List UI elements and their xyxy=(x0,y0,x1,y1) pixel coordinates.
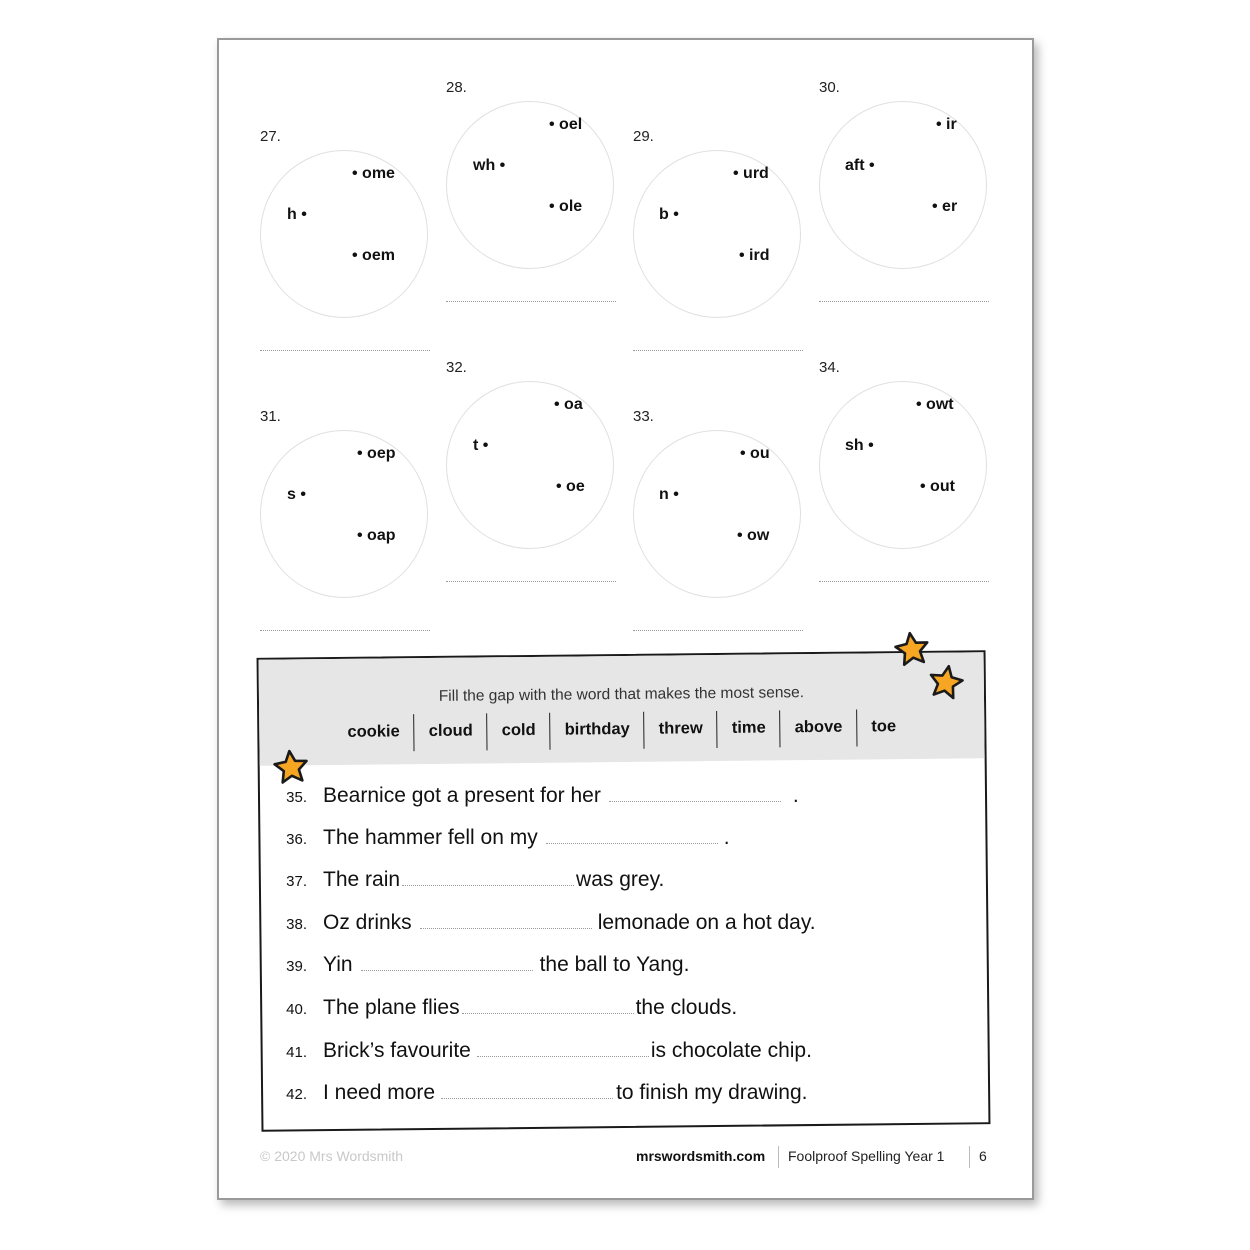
sentence-41 xyxy=(260,1038,812,1063)
word-bank-item: above xyxy=(780,710,857,748)
word-circle xyxy=(819,381,987,549)
website-link[interactable]: mrswordsmith.com xyxy=(636,1148,766,1164)
word-start: h • xyxy=(287,206,307,223)
question-number: 27. xyxy=(260,128,281,145)
answer-line[interactable] xyxy=(260,630,430,631)
sentence-number: 42. xyxy=(286,1086,307,1103)
question-number: 28. xyxy=(446,79,467,96)
star-icon xyxy=(271,747,311,787)
question-number: 33. xyxy=(633,408,654,425)
gap-line[interactable] xyxy=(546,825,718,844)
sentence-end: the ball to Yang. xyxy=(539,953,690,976)
word-bank-header xyxy=(259,652,985,766)
word-start: aft • xyxy=(845,157,875,174)
answer-line[interactable] xyxy=(633,350,803,351)
gap-line[interactable] xyxy=(462,995,634,1014)
word-start: b • xyxy=(659,206,679,223)
sentence-end: is chocolate chip. xyxy=(650,1039,812,1062)
star-icon xyxy=(925,661,967,703)
word-ending: • ome xyxy=(352,165,395,182)
sentence-start: The hammer fell on my xyxy=(323,826,538,849)
word-bank-item: toe xyxy=(856,709,910,747)
word-start: sh • xyxy=(845,437,874,454)
gap-line[interactable] xyxy=(420,910,592,929)
word-circle xyxy=(446,381,614,549)
word-bank-item: cookie xyxy=(347,722,400,741)
sentence-number: 35. xyxy=(286,789,307,806)
answer-line[interactable] xyxy=(819,581,989,582)
word-bank-item: threw xyxy=(644,711,717,749)
word-bank-item: cold xyxy=(487,713,550,751)
sentence-40 xyxy=(260,995,737,1020)
word-ending: • ole xyxy=(549,198,583,215)
word-start: n • xyxy=(659,486,679,503)
word-circle xyxy=(633,150,801,318)
question-number: 30. xyxy=(819,79,840,96)
word-circle xyxy=(260,430,428,598)
word-ending: • oep xyxy=(357,445,396,462)
instruction-text: Fill the gap with the word that makes the most sense. xyxy=(438,684,805,705)
answer-line[interactable] xyxy=(446,301,616,302)
word-bank-item: time xyxy=(717,710,780,748)
sentence-start: The plane flies xyxy=(323,996,460,1019)
word-circle xyxy=(633,430,801,598)
word-ending: • oem xyxy=(352,247,395,264)
sentence-35 xyxy=(260,783,799,808)
footer-divider xyxy=(969,1146,970,1168)
sentence-42 xyxy=(260,1080,808,1105)
gap-line[interactable] xyxy=(441,1080,613,1099)
question-number: 34. xyxy=(819,359,840,376)
word-circle xyxy=(260,150,428,318)
sentence-end: to finish my drawing. xyxy=(616,1081,808,1104)
sentence-number: 36. xyxy=(286,831,307,848)
word-ending: • er xyxy=(932,198,958,215)
footer-divider xyxy=(778,1146,779,1168)
answer-line[interactable] xyxy=(260,350,430,351)
word-ending: • oel xyxy=(549,116,583,133)
sentence-end: the clouds. xyxy=(635,996,738,1019)
copyright-text: © 2020 Mrs Wordsmith xyxy=(260,1148,404,1164)
sentence-end: . xyxy=(723,826,730,849)
gap-line[interactable] xyxy=(477,1038,649,1057)
word-ending: • urd xyxy=(733,165,769,182)
word-start: t • xyxy=(473,437,489,454)
question-number: 29. xyxy=(633,128,654,145)
sentence-number: 41. xyxy=(286,1044,307,1061)
word-ending: • out xyxy=(920,478,955,495)
answer-line[interactable] xyxy=(446,581,616,582)
sentence-36 xyxy=(260,825,730,850)
page-number: 6 xyxy=(979,1148,987,1164)
sentence-37 xyxy=(260,867,664,892)
sentence-start: I need more xyxy=(323,1081,436,1104)
sentence-number: 37. xyxy=(286,873,307,890)
word-start: wh • xyxy=(473,157,506,174)
word-bank-item: birthday xyxy=(549,712,643,750)
question-number: 31. xyxy=(260,408,281,425)
answer-line[interactable] xyxy=(819,301,989,302)
sentence-number: 39. xyxy=(286,958,307,975)
gap-line[interactable] xyxy=(402,867,574,886)
gap-line[interactable] xyxy=(361,952,533,971)
word-bank xyxy=(259,708,984,753)
sentence-start: Bearnice got a present for her xyxy=(323,784,601,807)
sentence-end: was grey. xyxy=(576,868,665,891)
answer-line[interactable] xyxy=(633,630,803,631)
star-icon xyxy=(892,629,933,670)
word-ending: • ir xyxy=(936,116,957,133)
word-bank-item: cloud xyxy=(414,713,487,751)
word-ending: • oa xyxy=(554,396,583,413)
word-ending: • oap xyxy=(357,527,396,544)
word-start: s • xyxy=(287,486,306,503)
word-ending: • oe xyxy=(556,478,585,495)
sentence-39 xyxy=(260,952,689,977)
sentence-number: 38. xyxy=(286,916,307,933)
book-title: Foolproof Spelling Year 1 xyxy=(788,1148,945,1164)
word-ending: • ou xyxy=(740,445,770,462)
word-ending: • ow xyxy=(737,527,770,544)
sentence-start: Yin xyxy=(323,953,353,976)
sentence-38 xyxy=(260,910,816,935)
question-number: 32. xyxy=(446,359,467,376)
sentence-start: Oz drinks xyxy=(323,911,412,934)
word-ending: • owt xyxy=(916,396,954,413)
word-circle xyxy=(446,101,614,269)
sentence-end: lemonade on a hot day. xyxy=(597,911,816,934)
word-ending: • ird xyxy=(739,247,770,264)
sentence-end: . xyxy=(792,784,799,807)
word-circle xyxy=(819,101,987,269)
gap-line[interactable] xyxy=(609,783,781,802)
sentence-start: Brick’s favourite xyxy=(323,1039,471,1062)
sentence-number: 40. xyxy=(286,1001,307,1018)
sentence-start: The rain xyxy=(323,868,401,891)
